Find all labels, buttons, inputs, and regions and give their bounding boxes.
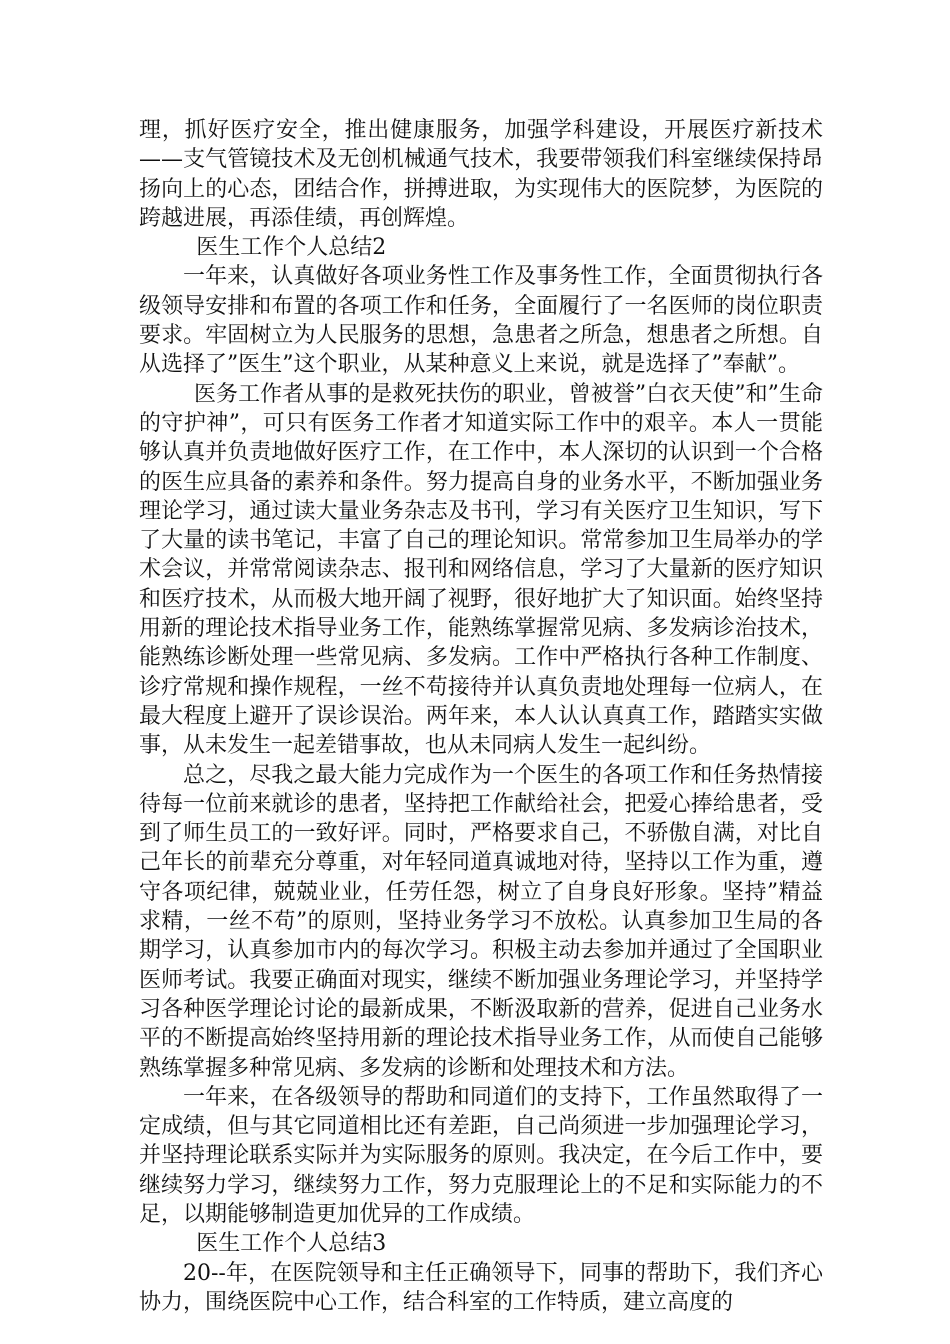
paragraph-summary: 总之，尽我之最大能力完成作为一个医生的各项工作和任务热情接待每一位前来就诊的患者，坚持把工作献给社会，把爱心捧给患者，受到了师生员工的一致好评。同时，严格要求自己，不骄傲自满，对比自己年长的前辈充分尊重，对年轻同道真诚地对待，坚持以工作为重，遵守各项纪律，兢兢业业，任劳任怨，树立了自身良好形象。坚持”精益求精，一丝不苟”的原则，坚持业务学习不放松。认真参加卫生局的各期学习，认真参加市内的每次学习。积极主动去参加并通过了全国职业医师考试。我要正确面对现实，继续不断加强业务理论学习，并坚持学习各种医学理论讨论的最新成果，不断汲取新的营养，促进自己业务水平的不断提高始终坚持用新的理论技术指导业务工作，从而使自己能够熟练掌握多种常见病、多发病的诊断和处理技术和方法。	[139, 762, 823, 1081]
paragraph-medical-work: 医务工作者从事的是救死扶伤的职业，曾被誉”白衣天使”和”生命的守护神”，可只有医务工作者才知道实际工作中的艰辛。本人一贯能够认真并负责地做好医疗工作，在工作中，本人深切的认识到一个合格的医生应具备的素养和条件。努力提高自身的业务水平，不断加强业务理论学习，通过读大量业务杂志及书刊，学习有关医疗卫生知识，写下了大量的读书笔记，丰富了自己的理论知识。常常参加卫生局举办的学术会议，并常常阅读杂志、报刊和网络信息，学习了大量新的医疗知识和医疗技术，从而极大地开阔了视野，很好地扩大了知识面。始终坚持用新的理论技术指导业务工作，能熟练掌握常见病、多发病诊治技术，能熟练诊断处理一些常见病、多发病。工作中严格执行各种工作制度、诊疗常规和操作规程，一丝不苟接待并认真负责地处理每一位病人，在最大程度上避开了误诊误治。两年来，本人认认真真工作，踏踏实实做事，从未发生一起差错事故，也从未同病人发生一起纠纷。	[139, 381, 823, 759]
document-page	[139, 116, 823, 1317]
paragraph-intro-2: 一年来，认真做好各项业务性工作及事务性工作，全面贯彻执行各级领导安排和布置的各项工作和任务，全面履行了一名医师的岗位职责要求。牢固树立为人民服务的思想，急患者之所急，想患者之所想。自从选择了”医生”这个职业，从某种意义上来说，就是选择了”奉献”。	[139, 264, 823, 378]
section-heading-3: 医生工作个人总结3	[196, 1231, 387, 1257]
paragraph-year-review: 一年来，在各级领导的帮助和同道们的支持下，工作虽然取得了一定成绩，但与其它同道相比还有差距，自己尚须进一步加强理论学习，并坚持理论联系实际并为实际服务的原则。我决定，在今后工作中，要继续努力学习，继续努力工作，努力克服理论上的不足和实际能力的不足，以期能够制造更加优异的工作成绩。	[139, 1084, 823, 1227]
paragraph-intro-3: 20--年，在医院领导和主任正确领导下，同事的帮助下，我们齐心协力，围绕医院中心工作，结合科室的工作特质，建立高度的	[139, 1260, 823, 1315]
section-heading-2: 医生工作个人总结2	[196, 235, 387, 261]
paragraph-continuation: 理，抓好医疗安全，推出健康服务，加强学科建设，开展医疗新技术——支气管镜技术及无创机械通气技术，我要带领我们科室继续保持昂扬向上的心态，团结合作，拼搏进取，为实现伟大的医院梦，为医院的跨越进展，再添佳绩，再创辉煌。	[139, 118, 823, 231]
